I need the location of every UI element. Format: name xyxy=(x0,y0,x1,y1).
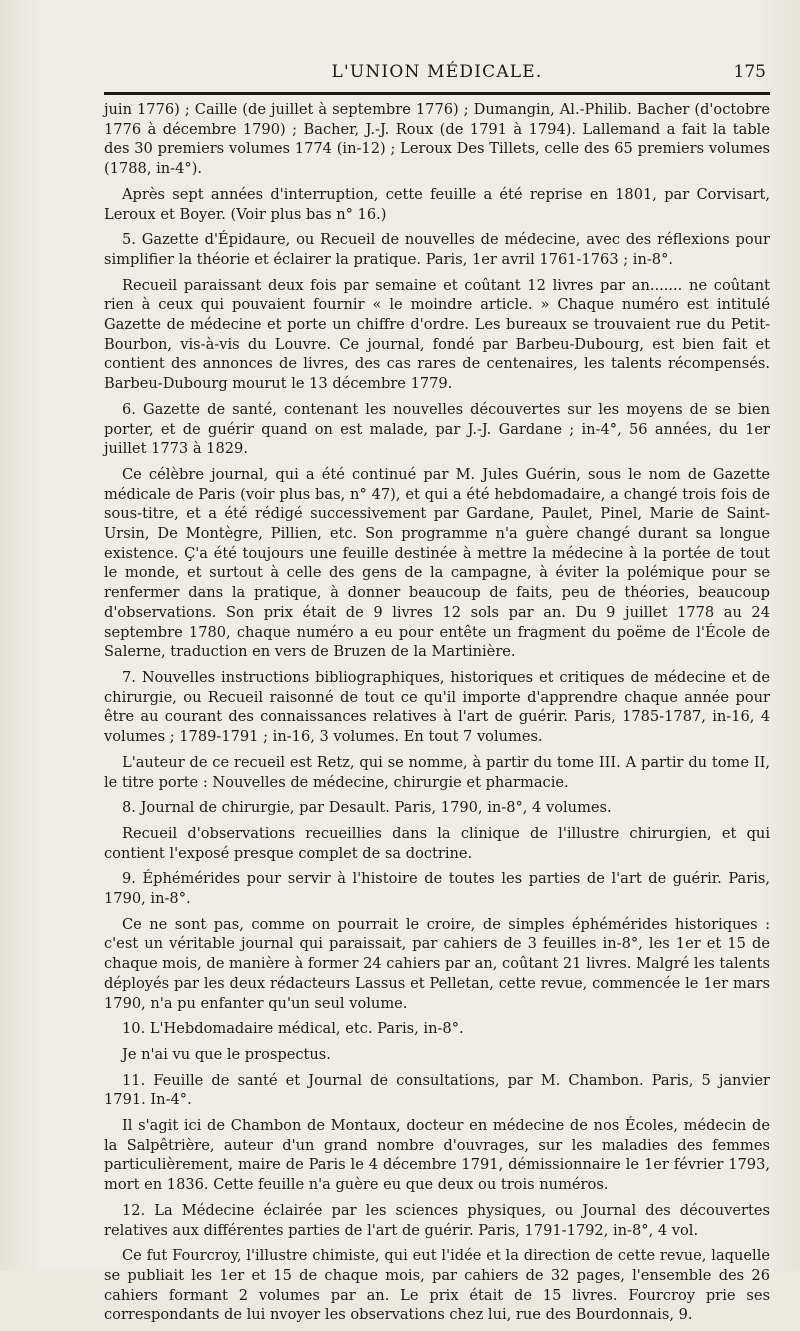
paragraph: Ce célèbre journal, qui a été continué par M. Jules Guérin, sous le nom de Gazette médicale de Paris (voir plus bas, n° 47), et qui a été hebdomadaire, a changé trois fois de sous-titre, et a été rédigé successivement par Gardane, Paulet, Pinel, Marie de Saint-Ursin, De Montègre, Pillien, etc. Son programme n'a guère changé durant sa longue existence. Ç'a été toujours une feuille destinée à mettre la médecine à la portée de tout le monde, et surtout à celle des gens de la campagne, à éviter la polémique pour se renfermer dans la pratique, à donner beaucoup de faits, peu de théories, beaucoup d'observations. Son prix était de 9 livres 12 sols par an. Du 9 juillet 1778 au 24 septembre 1780, chaque numéro a eu pour entête un fragment du poëme de l'École de Salerne, traduction en vers de Bruzen de la Martinière. xyxy=(104,465,770,661)
paragraph: Ce fut Fourcroy, l'illustre chimiste, qui eut l'idée et la direction de cette revue, laquelle se publiait les 1er et 15 de chaque mois, par cahiers de 32 pages, l'ensemble des 26 cahiers formant 2 volumes par an. Le prix était de 15 livres. Fourcroy prie ses correspondants de lui nvoyer les observations chez lui, rue des Bourdonnais, 9. xyxy=(104,1247,770,1324)
paragraph: Recueil paraissant deux fois par semaine et coûtant 12 livres par an....... ne coûtant rien à ceux qui pouvaient fournir « le moindre article. » Chaque numéro est intitulé Gazette de médecine et porte un chiffre d'ordre. Les bureaux se trouvaient rue du Petit-Bourbon, vis-à-vis du Louvre. Ce journal, fondé par Barbeu-Dubourg, est bien fait et contient des annonces de livres, des cas rares de centenaires, les talents récompensés. Barbeu-Dubourg mourut le 13 décembre 1779. xyxy=(104,276,770,393)
header-rule xyxy=(104,92,770,95)
paragraph: Il s'agit ici de Chambon de Montaux, docteur en médecine de nos Écoles, médecin de la Salpêtrière, auteur d'un grand nombre d'ouvrages, sur les maladies des femmes particulièrement, maire de Paris le 4 décembre 1791, démissionnaire le 1er février 1793, mort en 1836. Cette feuille n'a guère eu que deux ou trois numéros. xyxy=(104,1117,770,1194)
paragraph: Je n'ai vu que le prospectus. xyxy=(122,1045,331,1063)
paragraph: L'auteur de ce recueil est Retz, qui se nomme, à partir du tome III. A partir du tome II, le titre porte : Nouvelles de médecine, chirurgie et pharmacie. xyxy=(104,753,770,791)
paragraph: juin 1776) ; Caille (de juillet à septembre 1776) ; Dumangin, Al.-Philib. Bacher (d'octobre 1776 à décembre 1790) ; Bacher, J.-J. Roux (de 1791 à 1794). Lallemand a fait la table des 30 premiers volumes 1774 (in-12) ; Leroux Des Tillets, celle des 65 premiers volumes (1788, in-4°). xyxy=(104,101,770,178)
page-number: 175 xyxy=(733,62,766,82)
entry-heading: 8. Journal de chirurgie, par Desault. Paris, 1790, in-8°, 4 volumes. xyxy=(122,799,612,817)
paragraph: Ce ne sont pas, comme on pourrait le croire, de simples éphémérides historiques : c'est un véritable journal qui paraissait, par cahiers de 3 feuilles in-8°, les 1er et 15 de chaque mois, de manière à former 24 cahiers par an, coûtant 21 livres. Malgré les talents déployés par les deux rédacteurs Lassus et Pelletan, cette revue, commencée le 1er mars 1790, n'a pu enfanter qu'un seul volume. xyxy=(104,915,770,1012)
entry-heading: 6. Gazette de santé, contenant les nouvelles découvertes sur les moyens de se bien porter, et de guérir quand on est malade, par J.-J. Gardane ; in-4°, 56 années, du 1er juillet 1773 à 1829. xyxy=(104,400,770,458)
paragraph: Après sept années d'interruption, cette feuille a été reprise en 1801, par Corvisart, Leroux et Boyer. (Voir plus bas n° 16.) xyxy=(104,185,770,223)
paragraph: Recueil d'observations recueillies dans la clinique de l'illustre chirurgien, et qui contient l'exposé presque complet de sa doctrine. xyxy=(104,824,770,862)
entry-heading: 11. Feuille de santé et Journal de consultations, par M. Chambon. Paris, 5 janvier 1791. In-4°. xyxy=(104,1071,770,1109)
entry-heading: 10. L'Hebdomadaire médical, etc. Paris, in-8°. xyxy=(122,1020,464,1038)
entry-heading: 9. Éphémérides pour servir à l'histoire de toutes les parties de l'art de guérir. Paris, 1790, in-8°. xyxy=(104,870,770,908)
entry-heading: 7. Nouvelles instructions bibliographiques, historiques et critiques de médecine et de chirurgie, ou Recueil raisonné de tout ce qu'il importe d'apprendre chaque année pour être au courant des connaissances relatives à l'art de guérir. Paris, 1785-1787, in-16, 4 volumes ; 1789-1791 ; in-16, 3 volumes. En tout 7 volumes. xyxy=(104,668,770,746)
entry-heading: 5. Gazette d'Épidaure, ou Recueil de nouvelles de médecine, avec des réflexions pour simplifier la théorie et éclairer la pratique. Paris, 1er avril 1761-1763 ; in-8°. xyxy=(104,231,770,268)
page-header xyxy=(104,62,770,88)
running-title: L'UNION MÉDICALE. xyxy=(331,62,543,82)
page-body xyxy=(104,100,770,1331)
entry-heading: 12. La Médecine éclairée par les sciences physiques, ou Journal des découvertes relatives aux différentes parties de l'art de guérir. Paris, 1791-1792, in-8°, 4 vol. xyxy=(104,1201,770,1239)
